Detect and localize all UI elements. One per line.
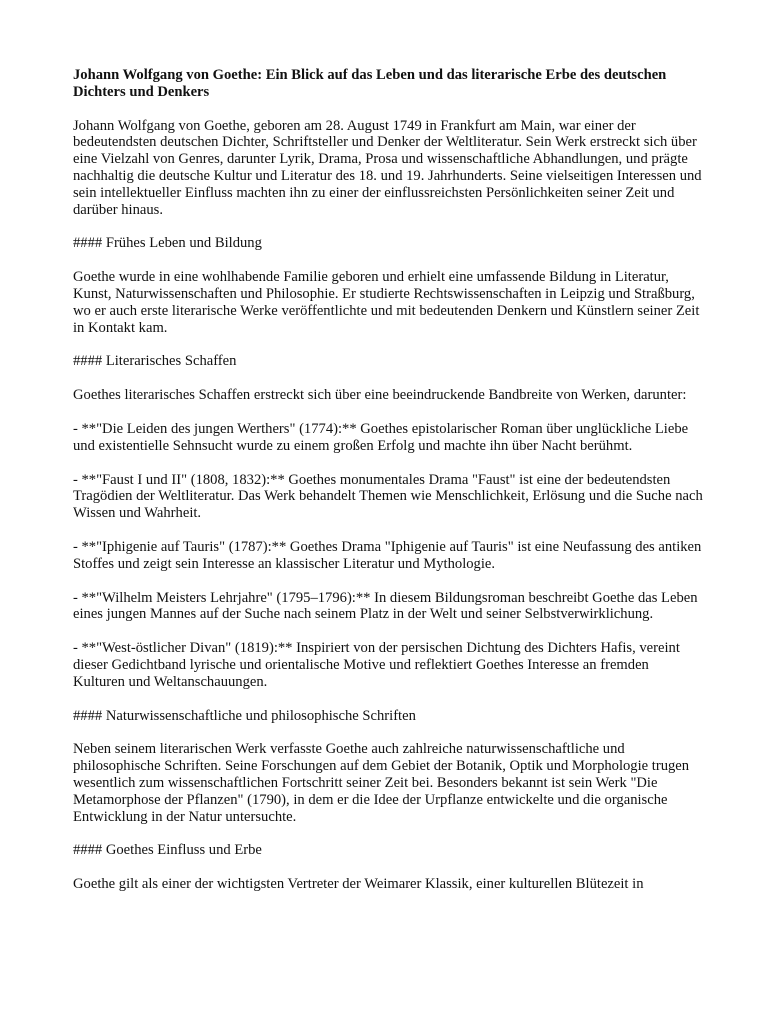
document-page bbox=[73, 67, 703, 910]
early-life-paragraph: Goethe wurde in eine wohlhabende Familie geboren und erhielt eine umfassende Bildung in Literatur, Kunst, Naturwissenschaften und Philosophie. Er studierte Rechtswissenschaften in Leipzig und Straßburg, wo er auch erste literarische Werke veröffentlichte und mit bedeutenden Denkern und Künstlern seiner Zeit in Kontakt kam. bbox=[73, 269, 700, 336]
list-item-divan: - **"West-östlicher Divan" (1819):** Inspiriert von der persischen Dichtung des Dichters Hafis, vereint dieser Gedichtband lyrische und orientalische Motive und reflektiert Goethes Interesse an fremden Kulturen und Weltanschauungen. bbox=[73, 640, 680, 690]
section-heading-literary-work: #### Literarisches Schaffen bbox=[73, 353, 237, 370]
section-heading-legacy: #### Goethes Einfluss und Erbe bbox=[73, 842, 262, 859]
list-item-wilhelm-meister: - **"Wilhelm Meisters Lehrjahre" (1795–1796):** In diesem Bildungsroman beschreibt Goethe das Leben eines jungen Mannes auf der Suche nach seinem Platz in der Welt und seiner Selbstverwirklichung. bbox=[73, 589, 698, 623]
list-item-iphigenie: - **"Iphigenie auf Tauris" (1787):** Goethes Drama "Iphigenie auf Tauris" ist eine Neufassung des antiken Stoffes und zeigt sein Interesse an klassischer Literatur und Mythologie. bbox=[73, 538, 702, 572]
list-item-faust: - **"Faust I und II" (1808, 1832):** Goethes monumentales Drama "Faust" ist eine der bedeutendsten Tragödien der Weltliteratur. Das Werk behandelt Themen wie Menschlichkeit, Erlösung und die Suche nach Wissen und Wahrheit. bbox=[73, 471, 703, 522]
document-title: Johann Wolfgang von Goethe: Ein Blick auf das Leben und das literarische Erbe des deutschen Dichters und Denkers bbox=[73, 67, 667, 100]
legacy-paragraph: Goethe gilt als einer der wichtigsten Vertreter der Weimarer Klassik, einer kulturellen Blütezeit in bbox=[73, 876, 644, 893]
list-item-werther: - **"Die Leiden des jungen Werthers" (1774):** Goethes epistolarischer Roman über unglückliche Liebe und existentielle Sehnsucht wurde zu einem großen Erfolg und machte ihn über Nacht berühmt. bbox=[73, 420, 689, 454]
section-heading-early-life: #### Frühes Leben und Bildung bbox=[73, 235, 262, 252]
literary-work-intro: Goethes literarisches Schaffen erstreckt sich über eine beeindruckende Bandbreite von Werken, darunter: bbox=[73, 387, 687, 404]
intro-paragraph: Johann Wolfgang von Goethe, geboren am 28. August 1749 in Frankfurt am Main, war einer der bedeutendsten deutschen Dichter, Schriftsteller und Denker der Weltliteratur. Sein Werk erstreckt sich über eine Vielzahl von Genres, darunter Lyrik, Drama, Prosa und wissenschaftliche Abhandlungen, und prägte nachhaltig die deutsche Kultur und Literatur des 18. und 19. Jahrhunderts. Seine vielseitigen Interessen und sein intellektueller Einfluss machten ihn zu einer der einflussreichsten Persönlichkeiten seiner Zeit und darüber hinaus. bbox=[73, 117, 702, 218]
section-heading-science: #### Naturwissenschaftliche und philosophische Schriften bbox=[73, 707, 416, 724]
science-paragraph: Neben seinem literarischen Werk verfasste Goethe auch zahlreiche naturwissenschaftliche und philosophische Schriften. Seine Forschungen auf dem Gebiet der Botanik, Optik und Morphologie trugen wesentlich zum wissenschaftlichen Fortschritt seiner Zeit bei. Besonders bekannt ist sein Werk "Die Metamorphose der Pflanzen" (1790), in dem er die Idee der Urpflanze entwickelte und die organische Entwicklung in der Natur untersuchte. bbox=[73, 741, 690, 825]
